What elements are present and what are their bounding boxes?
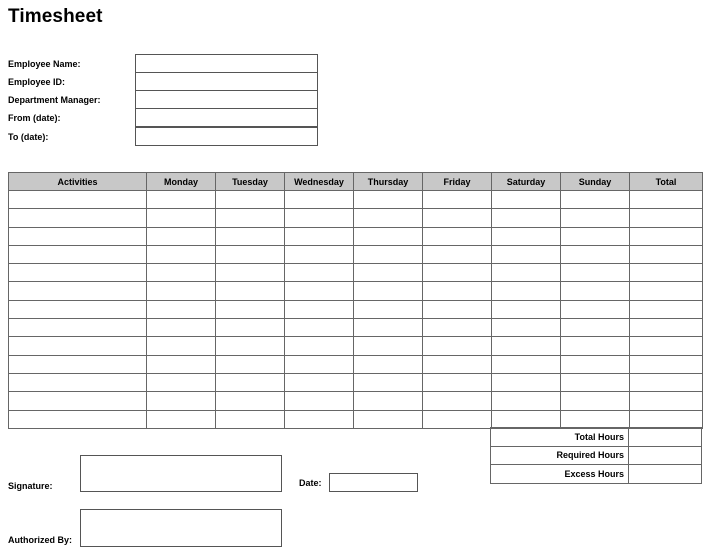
cell-thursday[interactable] — [354, 373, 423, 391]
table-row — [9, 209, 703, 227]
cell-tuesday[interactable] — [216, 355, 285, 373]
column-header-sunday: Sunday — [561, 173, 630, 191]
cell-friday[interactable] — [423, 373, 492, 391]
cell-wednesday[interactable] — [285, 191, 354, 209]
cell-sunday[interactable] — [561, 373, 630, 391]
cell-total[interactable] — [630, 264, 703, 282]
cell-activities[interactable] — [9, 209, 147, 227]
cell-friday[interactable] — [423, 227, 492, 245]
cell-activities[interactable] — [9, 319, 147, 337]
cell-total[interactable] — [630, 209, 703, 227]
cell-tuesday[interactable] — [216, 191, 285, 209]
cell-total[interactable] — [630, 245, 703, 263]
cell-tuesday[interactable] — [216, 410, 285, 428]
cell-thursday[interactable] — [354, 319, 423, 337]
cell-tuesday[interactable] — [216, 300, 285, 318]
cell-tuesday[interactable] — [216, 209, 285, 227]
cell-monday[interactable] — [147, 337, 216, 355]
cell-wednesday[interactable] — [285, 245, 354, 263]
cell-monday[interactable] — [147, 319, 216, 337]
cell-monday[interactable] — [147, 282, 216, 300]
table-header-row — [9, 173, 703, 191]
cell-saturday[interactable] — [492, 227, 561, 245]
cell-activities[interactable] — [9, 245, 147, 263]
cell-activities[interactable] — [9, 227, 147, 245]
cell-activities[interactable] — [9, 355, 147, 373]
cell-thursday[interactable] — [354, 337, 423, 355]
column-header-tuesday: Tuesday — [216, 173, 285, 191]
hours-summary-table — [490, 427, 702, 484]
from-date-field[interactable] — [135, 108, 318, 127]
cell-tuesday[interactable] — [216, 373, 285, 391]
cell-sunday[interactable] — [561, 191, 630, 209]
to-date-field[interactable] — [135, 127, 318, 146]
authorized-by-label: Authorized By: — [8, 535, 72, 545]
cell-activities[interactable] — [9, 191, 147, 209]
cell-thursday[interactable] — [354, 282, 423, 300]
table-row — [9, 227, 703, 245]
table-row — [9, 373, 703, 391]
cell-saturday[interactable] — [492, 319, 561, 337]
department-manager-field[interactable] — [135, 90, 318, 109]
cell-thursday[interactable] — [354, 209, 423, 227]
cell-friday[interactable] — [423, 319, 492, 337]
cell-monday[interactable] — [147, 392, 216, 410]
cell-wednesday[interactable] — [285, 282, 354, 300]
excess-hours-label: Excess Hours — [491, 465, 629, 484]
cell-thursday[interactable] — [354, 191, 423, 209]
column-header-activities: Activities — [9, 173, 147, 191]
table-row — [9, 392, 703, 410]
cell-sunday[interactable] — [561, 392, 630, 410]
cell-monday[interactable] — [147, 227, 216, 245]
cell-activities[interactable] — [9, 410, 147, 428]
cell-activities[interactable] — [9, 264, 147, 282]
required-hours-row — [491, 446, 702, 465]
cell-wednesday[interactable] — [285, 264, 354, 282]
cell-total[interactable] — [630, 337, 703, 355]
cell-total[interactable] — [630, 355, 703, 373]
cell-thursday[interactable] — [354, 227, 423, 245]
cell-activities[interactable] — [9, 392, 147, 410]
cell-sunday[interactable] — [561, 245, 630, 263]
cell-friday[interactable] — [423, 245, 492, 263]
cell-wednesday[interactable] — [285, 392, 354, 410]
employee-name-field[interactable] — [135, 54, 318, 73]
column-header-wednesday: Wednesday — [285, 173, 354, 191]
employee-id-field[interactable] — [135, 72, 318, 91]
cell-saturday[interactable] — [492, 245, 561, 263]
cell-saturday[interactable] — [492, 300, 561, 318]
cell-sunday[interactable] — [561, 300, 630, 318]
cell-friday[interactable] — [423, 410, 492, 428]
cell-tuesday[interactable] — [216, 337, 285, 355]
cell-total[interactable] — [630, 392, 703, 410]
department-manager-label: Department Manager: — [8, 95, 101, 105]
cell-tuesday[interactable] — [216, 264, 285, 282]
cell-monday[interactable] — [147, 373, 216, 391]
cell-friday[interactable] — [423, 337, 492, 355]
cell-monday[interactable] — [147, 300, 216, 318]
cell-saturday[interactable] — [492, 373, 561, 391]
table-row — [9, 245, 703, 263]
cell-thursday[interactable] — [354, 245, 423, 263]
signature-box[interactable] — [80, 455, 282, 492]
cell-wednesday[interactable] — [285, 300, 354, 318]
cell-total[interactable] — [630, 410, 703, 428]
cell-activities[interactable] — [9, 373, 147, 391]
cell-saturday[interactable] — [492, 264, 561, 282]
total-hours-field[interactable] — [629, 428, 702, 447]
table-row — [9, 300, 703, 318]
cell-tuesday[interactable] — [216, 245, 285, 263]
cell-tuesday[interactable] — [216, 282, 285, 300]
cell-tuesday[interactable] — [216, 227, 285, 245]
required-hours-field[interactable] — [629, 446, 702, 465]
column-header-saturday: Saturday — [492, 173, 561, 191]
table-row — [9, 337, 703, 355]
cell-sunday[interactable] — [561, 209, 630, 227]
cell-saturday[interactable] — [492, 392, 561, 410]
cell-thursday[interactable] — [354, 300, 423, 318]
table-row — [9, 355, 703, 373]
table-row — [9, 191, 703, 209]
excess-hours-row — [491, 465, 702, 484]
column-header-friday: Friday — [423, 173, 492, 191]
cell-friday[interactable] — [423, 191, 492, 209]
cell-saturday[interactable] — [492, 355, 561, 373]
cell-monday[interactable] — [147, 209, 216, 227]
column-header-thursday: Thursday — [354, 173, 423, 191]
cell-thursday[interactable] — [354, 264, 423, 282]
date-field[interactable] — [329, 473, 418, 492]
cell-tuesday[interactable] — [216, 392, 285, 410]
table-row — [9, 319, 703, 337]
cell-monday[interactable] — [147, 410, 216, 428]
cell-activities[interactable] — [9, 300, 147, 318]
cell-total[interactable] — [630, 373, 703, 391]
cell-activities[interactable] — [9, 337, 147, 355]
cell-monday[interactable] — [147, 191, 216, 209]
cell-tuesday[interactable] — [216, 319, 285, 337]
employee-name-label: Employee Name: — [8, 59, 81, 69]
cell-friday[interactable] — [423, 282, 492, 300]
from-date-label: From (date): — [8, 113, 61, 123]
cell-thursday[interactable] — [354, 410, 423, 428]
cell-total[interactable] — [630, 282, 703, 300]
cell-monday[interactable] — [147, 264, 216, 282]
cell-friday[interactable] — [423, 209, 492, 227]
cell-total[interactable] — [630, 191, 703, 209]
cell-saturday[interactable] — [492, 410, 561, 428]
page-title: Timesheet — [8, 6, 103, 27]
cell-sunday[interactable] — [561, 355, 630, 373]
cell-wednesday[interactable] — [285, 337, 354, 355]
cell-wednesday[interactable] — [285, 373, 354, 391]
cell-monday[interactable] — [147, 355, 216, 373]
cell-total[interactable] — [630, 319, 703, 337]
cell-activities[interactable] — [9, 282, 147, 300]
timesheet-table-body — [9, 191, 703, 429]
employee-id-label: Employee ID: — [8, 77, 66, 87]
cell-total[interactable] — [630, 227, 703, 245]
cell-saturday[interactable] — [492, 191, 561, 209]
cell-total[interactable] — [630, 300, 703, 318]
cell-thursday[interactable] — [354, 392, 423, 410]
column-header-monday: Monday — [147, 173, 216, 191]
cell-sunday[interactable] — [561, 410, 630, 428]
cell-wednesday[interactable] — [285, 209, 354, 227]
total-hours-label: Total Hours — [491, 428, 629, 447]
cell-sunday[interactable] — [561, 282, 630, 300]
cell-friday[interactable] — [423, 355, 492, 373]
table-row — [9, 264, 703, 282]
required-hours-label: Required Hours — [491, 446, 629, 465]
date-label: Date: — [299, 478, 322, 488]
table-row — [9, 410, 703, 428]
cell-sunday[interactable] — [561, 264, 630, 282]
timesheet-table — [8, 172, 703, 429]
cell-saturday[interactable] — [492, 209, 561, 227]
cell-thursday[interactable] — [354, 355, 423, 373]
cell-sunday[interactable] — [561, 319, 630, 337]
cell-friday[interactable] — [423, 392, 492, 410]
cell-monday[interactable] — [147, 245, 216, 263]
cell-sunday[interactable] — [561, 337, 630, 355]
column-header-total: Total — [630, 173, 703, 191]
to-date-label: To (date): — [8, 132, 49, 142]
cell-wednesday[interactable] — [285, 227, 354, 245]
cell-friday[interactable] — [423, 300, 492, 318]
excess-hours-field[interactable] — [629, 465, 702, 484]
total-hours-row — [491, 428, 702, 447]
cell-saturday[interactable] — [492, 282, 561, 300]
signature-label: Signature: — [8, 481, 53, 491]
cell-friday[interactable] — [423, 264, 492, 282]
cell-wednesday[interactable] — [285, 410, 354, 428]
cell-sunday[interactable] — [561, 227, 630, 245]
cell-wednesday[interactable] — [285, 355, 354, 373]
cell-saturday[interactable] — [492, 337, 561, 355]
table-row — [9, 282, 703, 300]
cell-wednesday[interactable] — [285, 319, 354, 337]
authorized-by-box[interactable] — [80, 509, 282, 547]
